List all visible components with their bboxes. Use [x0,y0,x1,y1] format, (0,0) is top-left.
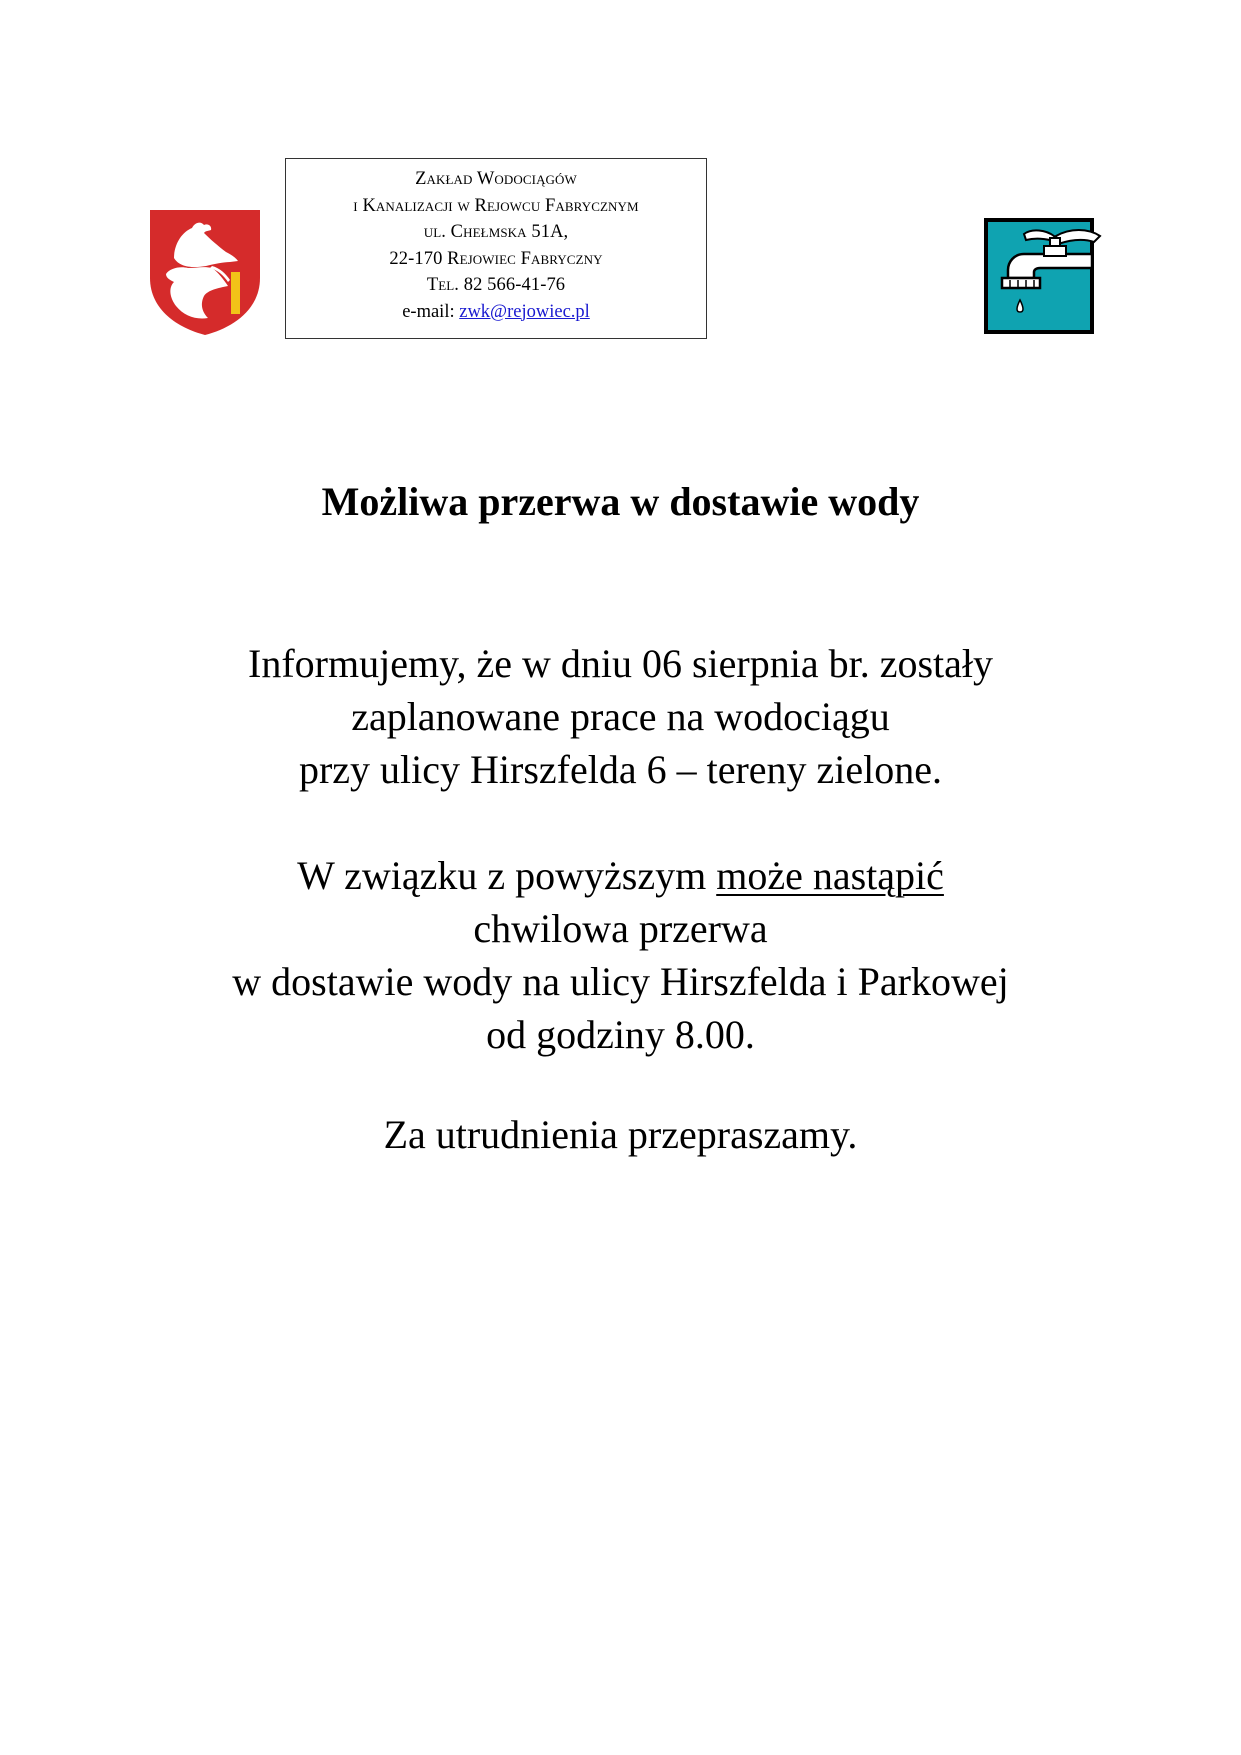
notice-closing: Za utrudnienia przepraszamy. [383,1112,858,1157]
notice-line: w dostawie wody na ulicy Hirszfelda i Parkowej [232,959,1009,1004]
org-name-line2: i Kanalizacji w Rejowcu Fabrycznym [353,195,639,216]
org-email-line [286,299,706,326]
org-street: ul. Chełmska 51A, [423,222,569,242]
org-city: 22-170 Rejowiec Fabryczny [389,248,603,269]
notice-line [0,849,1241,902]
notice-line: zaplanowane prace na wodociągu [351,694,890,739]
notice-line: przy ulicy Hirszfelda 6 – tereny zielone. [298,747,943,792]
notice-paragraph-1 [0,637,1241,796]
email-link[interactable]: zwk@rejowiec.pl [459,301,590,322]
notice-title: Możliwa przerwa w dostawie wody [321,479,920,524]
header-address-box [285,158,707,339]
crest-icon [148,208,262,336]
org-phone: Tel. 82 566-41-76 [426,275,566,295]
notice-line: chwilowa przerwa [473,906,768,951]
email-label: e-mail: [402,301,460,322]
notice-line: od godziny 8.00. [486,1012,755,1057]
org-name-line1: Zakład Wodociągów [415,169,577,189]
water-tap-icon [984,218,1104,336]
emphasized-text: może nastąpić [716,853,944,898]
notice-line: Informujemy, że w dniu 06 sierpnia br. zostały [248,641,993,686]
notice-paragraph-2 [0,849,1241,1061]
notice-line-prefix: W związku z powyższym [297,853,717,898]
